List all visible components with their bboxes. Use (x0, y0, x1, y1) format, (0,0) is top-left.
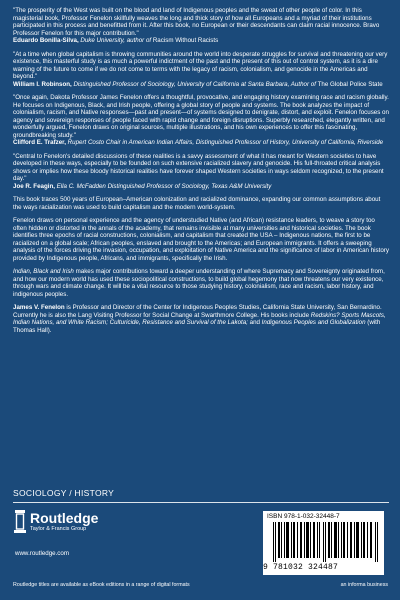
description-paragraph-3-text: makes major contributions toward a deeper understanding of where Supremacy and Sovereignty originated from, and how our modern world has used these sociopolitical constructions, to build global hegemony that now threatens our very existence, through wars and climate change. It will be a vital resource to those studying history, colonialism, race and racism, labor history, and indigenous peoples. (13, 268, 385, 298)
endorsement-attribution (13, 81, 389, 89)
routledge-column-icon (13, 510, 27, 534)
endorser-name: Eduardo Bonilla-Silva, (13, 37, 79, 44)
endorsement-4 (13, 153, 389, 191)
endorsement-quote: "Central to Fenelon's detailed discussions of these realities is a savvy assessment of what it has meant for Western societies to have developed in these ways, especially to be founded on such extensive racialized slavery and genocide. His full-throated critical analysis shows or implies how these bloody historical realities have forever shaped Western societies in ways seldom recognized, to the present day." (13, 152, 384, 182)
endorser-title: Ella C. McFadden Distinguished Professor of Sociology, Texas A&M University (54, 182, 272, 190)
author-books-1: Redskins? Sports Mascots, Indian Nations, and White Racism; Culturicide, Resistance and Survival of the Lakota; (13, 311, 386, 326)
endorser-name: William I. Robinson, (13, 80, 72, 88)
divider (13, 502, 389, 503)
endorser-book: The Global Police State (317, 80, 383, 88)
cover-text-column (13, 7, 389, 340)
publisher-url: www.routledge.com (15, 550, 69, 557)
endorser-title: Duke University, author of (78, 37, 153, 44)
description-paragraph-3 (13, 268, 389, 298)
endorser-name: Clifford E. Trafzer, (13, 139, 66, 146)
publisher-name: Routledge (30, 510, 99, 526)
ebook-note: Routledge titles are available as eBook editions in a range of digital formats (13, 582, 190, 588)
author-bio (13, 304, 389, 334)
publisher-group: Taylor & Francis Group (30, 526, 87, 532)
endorsement-quote: "The prosperity of the West was built on the blood and land of Indigenous peoples and the sweat of other people of color. In this magisterial book, Professor Fenelon skillfully weaves the long and thick story of how all Europeans and a myriad of their institutions participated in this process and benefitted from it. After this book, no European or their descendants can claim racial innocence. Bravo Professor Fenelon for this major contribution." (13, 7, 380, 37)
endorsement-3 (13, 94, 389, 147)
subject-category: SOCIOLOGY / HISTORY (13, 488, 115, 498)
author-name: James V. Fenelon (13, 304, 65, 311)
endorser-title: Distinguished Professor of Sociology, University of California at Santa Barbara, Author of (71, 80, 318, 88)
description-paragraph-1: This book traces 500 years of European–American colonization and racialized dominance, expanding our common assumptions about the ways racialization was used to build capitalism and the modern world-system. (13, 196, 381, 211)
endorsement-quote: "At a time when global capitalism is throwing communities around the world into desperate struggles for survival and threatening our very existence, this masterful study is as much a powerful indictment of the past and the present of this out of control system, as it is a dire warning of the future to come if we do not come to terms with the legacy of racism, colonialism, and genocide in the Americas and beyond." (13, 50, 388, 80)
endorsement-quote: "Once again, Dakota Professor James Fenelon offers a thoughtful, provocative, and engaging history examining race and racism globally. He focuses on Indigenous, Black, and Irish people, offering a global story of people and systems. The book analyzes the impact of colonialism, racism, and Native responses—past and present—of systems designed to denigrate, distort, and exploit. Fenelon focuses on agency and sovereign responses of people faced with rapid change and foreign disruptions. Superbly researched, elegantly written, and wonderfully argued, Fenelon draws on original sources, multiple illustrations, and his own experiences to offer this fascinating, groundbreaking study." (13, 94, 389, 139)
author-bio-text-2: and (247, 319, 262, 326)
isbn-label: ISBN 978-1-032-32448-7 (267, 513, 340, 520)
description-paragraph-2: Fenelon draws on personal experience and the agency of understudied Native (and African) resistance leaders, to weave a story too often hidden or distorted in the annals of the academy, that remains invisible at many universities and historical societies. The book identifies three epochs of racial constructions, colonialism, and capitalism that created the USA – Indigenous nations, the first to be racialized on a global scale; African peoples, enslaved and brought to the Americas; and European immigrants. It offers a sweeping analysis of the forces driving the invasion, occupation, and exploitation of Native America and the significance of labor in American history provided by Indigenous people, Africans, and immigrants, specifically the Irish. (13, 217, 389, 262)
endorser-book: Racism Without Racists (152, 37, 219, 44)
endorsement-attribution (13, 183, 389, 191)
publisher-logo (13, 510, 163, 560)
isbn-barcode-box (263, 511, 384, 575)
author-bio-text-3: (with Thomas Hall). (13, 319, 381, 334)
author-bio-text-1: is Professor and Director of the Center for Indigenous Peoples Studies, California State University, San Bernardino. Currently he is also the Lang Visiting Professor for Social Change at Swarthmore College. His books include (13, 304, 382, 319)
author-books-2: Indigenous Peoples and Globalization (261, 319, 366, 326)
book-title-inline: Indian, Black and Irish (13, 268, 74, 275)
endorsement-1 (13, 7, 389, 45)
endorser-name: Joe R. Feagin, (13, 182, 55, 190)
endorser-title: Rupert Costo Chair in American Indian Affairs, Distinguished Professor of History, University of California, Riverside (65, 139, 384, 146)
endorsement-attribution (13, 37, 389, 45)
endorsement-2 (13, 51, 389, 89)
endorsement-attribution (13, 139, 389, 147)
barcode-icon (273, 522, 379, 562)
informa-tagline: an informa business (340, 582, 388, 588)
isbn-digits: 9 781032 324487 (263, 563, 339, 572)
